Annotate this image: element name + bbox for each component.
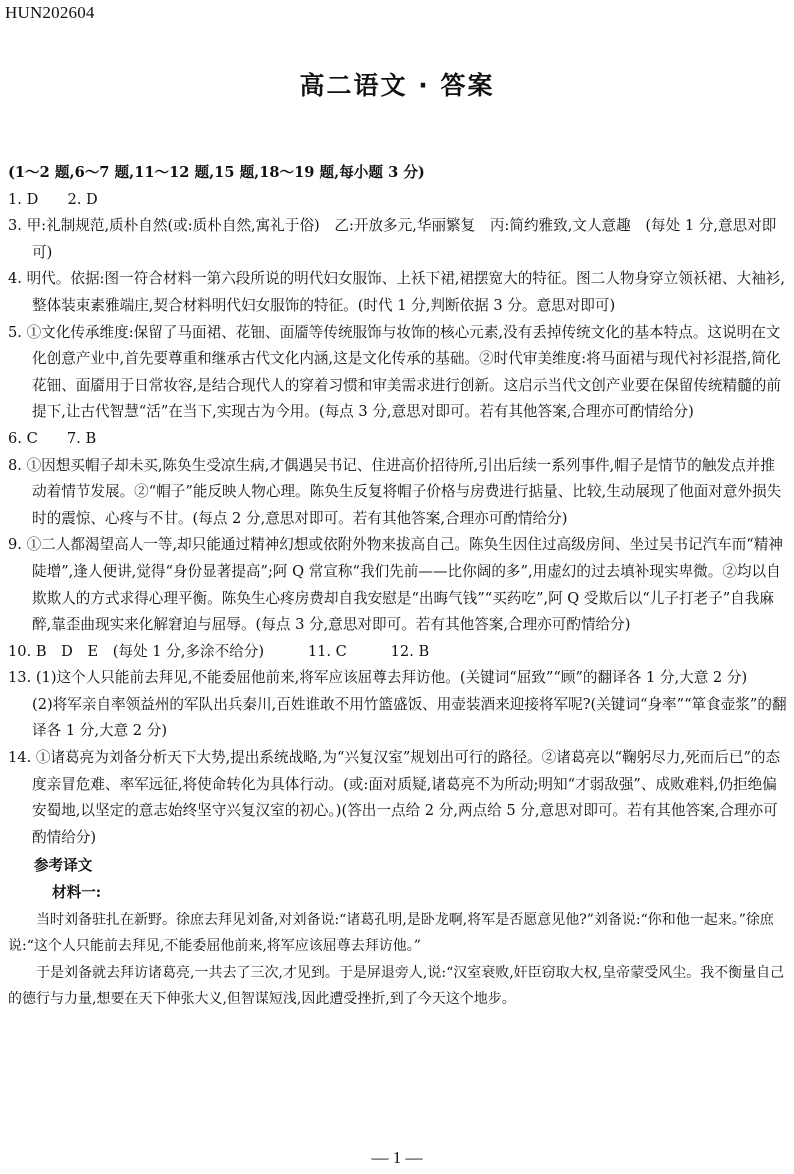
answer-item: 6. C 7. B [8,429,97,447]
answer-item: 1. D 2. D [8,190,98,208]
document-code: HUN202604 [5,3,95,22]
answer-item: 8. ①因想买帽子却未买,陈奂生受凉生病,才偶遇吴书记、住进高价招待所,引出后续一系列事件,帽子是情节的触发点并推动着情节发展。②“帽子”能反映人物心理。陈奂生反复将帽子价格与房费进行掂量、比较,生动展现了他面对意外损失时的震惊、心疼与不甘。(每点 2 分,意思对即可。若有其他答案,合理亦可酌情给分) [8,456,782,527]
answer-item: 9. ①二人都渴望高人一等,却只能通过精神幻想或依附外物来拔高自己。陈奂生因住过高级房间、坐过吴书记汽车而“精神陡增”,逢人便讲,觉得“身份显著提高”;阿 Q 常宣称“我们先前——比你阔的多”,用虚幻的过去填补现实卑微。②均以自欺欺人的方式求得心理平衡。陈奂生心疼房费却自我安慰是“出晦气钱”“买药吃”,阿 Q 受欺后以“儿子打老子”自我麻醉,靠歪曲现实来化解窘迫与屈辱。(每点 3 分,意思对即可。若有其他答案,合理亦可酌情给分) [8,536,783,634]
answer-body [8,160,788,1013]
answer-item: 3. 甲:礼制规范,质朴自然(或:质朴自然,寓礼于俗) 乙:开放多元,华丽繁复 丙:简约雅致,文人意趣 (每处 1 分,意思对即可) [8,217,777,261]
answer-item-13-part2: (2)将军亲自率领益州的军队出兵秦川,百姓谁敢不用竹篮盛饭、用壶装酒来迎接将军呢?(关键词“身率”“箪食壶浆”的翻译各 1 分,大意 2 分) [32,695,787,740]
answer-item: 4. 明代。依据:图一符合材料一第六段所说的明代妇女服饰、上袄下裙,裙摆宽大的特征。图二人物身穿立领袄裙、大袖衫,整体装束素雅端庄,契合材料明代妇女服饰的特征。(时代 1 分,判断依据 3 分。意思对即可) [8,270,786,314]
answer-item: 13. (1)这个人只能前去拜见,不能委屈他前来,将军应该屈尊去拜访他。(关键词“屈致”“顾”的翻译各 1 分,大意 2 分) [8,669,748,687]
material-heading: 材料一: [52,884,102,902]
translation-paragraph: 于是刘备就去拜访诸葛亮,一共去了三次,才见到。于是屏退旁人,说:“汉室衰败,奸臣窃取大权,皇帝蒙受风尘。我不衡量自己的德行与力量,想要在天下伸张大义,但智谋短浅,因此遭受挫折,到了今天这个地步。 [8,964,785,1008]
answer-item: 10. B D E (每处 1 分,多涂不给分) 11. C 12. B [8,642,430,660]
answer-item: 14. ①诸葛亮为刘备分析天下大势,提出系统战略,为“兴复汉室”规划出可行的路径。②诸葛亮以“鞠躬尽力,死而后已”的态度亲冒危难、率军远征,将使命转化为具体行动。(或:面对质疑,诸葛亮不为所动;明知“才弱敌强”、成败难料,仍拒绝偏安蜀地,以坚定的意志始终坚守兴复汉室的初心。)(答出一点给 2 分,两点给 5 分,意思对即可。若有其他答案,合理亦可酌情给分) [8,749,781,846]
translation-paragraph: 当时刘备驻扎在新野。徐庶去拜见刘备,对刘备说:“诸葛孔明,是卧龙啊,将军是否愿意见他?”刘备说:“你和他一起来。”徐庶说:“这个人只能前去拜见,不能委屈他前来,将军应该屈尊去拜访他。” [8,911,774,955]
scoring-note: (1～2 题,6～7 题,11～12 题,15 题,18～19 题,每小题 3 分) [8,164,425,181]
page-number: — 1 — [371,1148,423,1167]
reference-translation-heading: 参考译文 [34,857,93,875]
answer-item: 5. ①文化传承维度:保留了马面裙、花钿、面靥等传统服饰与妆饰的核心元素,没有丢掉传统文化的基本特点。这说明在文化创意产业中,首先要尊重和继承古代文化内涵,这是文化传承的基础。②时代审美维度:将马面裙与现代衬衫混搭,简化花钿、面靥用于日常妆容,是结合现代人的穿着习惯和审美需求进行创新。这启示当代文创产业要在保留传统精髓的前提下,让古代智慧“活”在当下,实现古为今用。(每点 3 分,意思对即可。若有其他答案,合理亦可酌情给分) [8,323,781,421]
page-title: 高二语文 · 答案 [299,71,495,100]
